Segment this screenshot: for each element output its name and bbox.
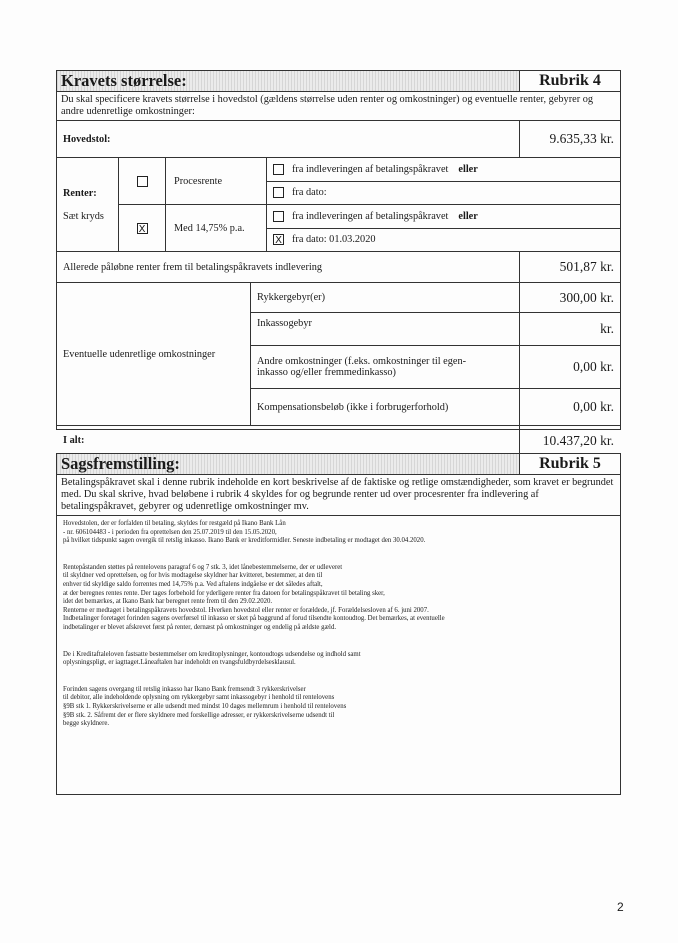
rubrik4-intro: Du skal specificere kravets størrelse i hovedstol (gældens størrelse uden renter og omkostninger) og eventuelle renter, gebyrer og andre udenretlige omkostninger: bbox=[57, 92, 620, 121]
saet-kryds-label: Sæt kryds bbox=[63, 211, 104, 222]
rubrik5-intro: Betalingspåkravet skal i denne rubrik indeholde en kort beskrivelse af de faktiske og retlige omstændigheder, som kravet er begrundet med. Du skal skrive, hvad beløbene i rubrik 4 skyldes for og begrunde renter ud over procesrenter fra indlevering af betalingspåkravet, gebyrer og udenretlige omkostninger mv. bbox=[57, 475, 620, 516]
opt1-checkbox[interactable] bbox=[273, 164, 284, 175]
med-rente-checkbox[interactable]: X bbox=[137, 223, 148, 234]
med-rente-label: Med 14,75% p.a. bbox=[174, 222, 245, 234]
opt3-eller: eller bbox=[458, 210, 478, 222]
allerede-label: Allerede påløbne renter frem til betalingspåkravets indlevering bbox=[57, 252, 520, 282]
hovedstol-row bbox=[57, 121, 620, 158]
komp-amount: 0,00 kr. bbox=[573, 399, 614, 414]
renter-checkbox-column bbox=[119, 158, 166, 251]
rubrik5-header bbox=[57, 454, 620, 475]
komp-row bbox=[251, 389, 620, 425]
ialt-amount: 10.437,20 kr. bbox=[542, 432, 614, 448]
rubrik4-title: Kravets størrelse: bbox=[57, 71, 520, 91]
andre-row bbox=[251, 346, 620, 389]
opt2-checkbox[interactable] bbox=[273, 187, 284, 198]
hovedstol-label: Hovedstol: bbox=[57, 121, 520, 157]
opt4-label: fra dato: 01.03.2020 bbox=[292, 234, 376, 246]
opt3-label: fra indleveringen af betalingspåkravet bbox=[292, 210, 449, 222]
komp-label: Kompensationsbeløb (ikke i forbrugerforhold) bbox=[251, 389, 520, 425]
inkasso-row bbox=[251, 313, 620, 346]
andre-amount: 0,00 kr. bbox=[573, 359, 614, 374]
renter-label: Renter: bbox=[63, 188, 97, 199]
udenretlige-items bbox=[251, 283, 620, 425]
renter-section bbox=[57, 158, 620, 252]
allerede-row bbox=[57, 252, 620, 283]
ialt-row bbox=[57, 426, 620, 455]
sag-paragraph-4: Forinden sagens overgang til retslig inkasso har Ikano Bank fremsendt 3 rykkerskrivelser til debitor, alle indeholdende oplysning om rykkergebyr samt inkassogebyr i henhold til rentelovens §9B stk 1. Rykkerskrivelserne er alle udsendt med mindst 10 dages mellemrum i henhold til rentelovens §9B stk. 2. Såfremt der er flere skyldnere med forskellige adresser, er rykkerskrivelserne udsendt til begge skyldnere. bbox=[63, 685, 347, 728]
procesrente-checkbox[interactable] bbox=[137, 176, 148, 187]
rykker-label: Rykkergebyr(er) bbox=[251, 283, 520, 312]
rubrik5-box bbox=[56, 453, 621, 795]
rubrik4-header bbox=[57, 71, 620, 92]
opt4-row bbox=[267, 229, 620, 252]
hovedstol-amount: 9.635,33 kr. bbox=[549, 131, 614, 146]
rykker-row bbox=[251, 283, 620, 313]
rykker-amount: 300,00 kr. bbox=[559, 289, 614, 305]
rubrik4-box bbox=[56, 70, 621, 448]
udenretlige-section bbox=[57, 283, 620, 426]
opt4-checkbox[interactable]: X bbox=[273, 234, 284, 245]
opt2-label: fra dato: bbox=[292, 187, 327, 199]
renter-type-column bbox=[166, 158, 267, 251]
eventuelle-label: Eventuelle udenretlige omkostninger bbox=[57, 283, 251, 425]
sag-paragraph-2: Rentepåstanden støttes på rentelovens paragraf 6 og 7 stk. 3, idet lånebestemmelserne, der er udleveret til skyldner ved oprettelsen, og for hvis modtagelse skyldner har kvitteret, bestemmer, at den til enhver tid skyldige saldo forrentes med 14,75% p.a. Ved aftalens indgåelse er det således aftalt, at der beregnes rentes rente. Der tages forbehold for yderligere renter fra datoen for betalingspåkravet til betaling sker, idet det bemærkes, at Ikano Bank har beregnet rente frem til den 29.02.2020. Renterne er medtaget i betalingspåkravets hovedstol. Hverken hovedstol eller renter er forældede, jf. Forældelsesloven af 6. juni 2007. Indbetalinger foretaget forinden sagens overførsel til inkasso er sket på baggrund af forud tilsendte kontoudtog. Det bemærkes, at eventuelle indbetalinger er blevet afskrevet først på renter, dernæst på omkostninger og endelig på ældste gæld. bbox=[63, 563, 445, 631]
opt3-checkbox[interactable] bbox=[273, 211, 284, 222]
opt1-eller: eller bbox=[458, 163, 478, 175]
renter-label-cell bbox=[57, 158, 119, 251]
opt2-row bbox=[267, 182, 620, 206]
sag-paragraph-1: Hovedstolen, der er forfalden til betaling, skyldes for restgæld på Ikano Bank Lån - nr. 606104483 - i perioden fra oprettelsen den 25.07.2019 til den 15.05.2020, på hvilket tidspunkt sagen overgik til retslig inkasso. Ikano Bank er kreditformidler. Seneste indbetaling er modtaget den 30.04.2020. bbox=[63, 520, 426, 545]
andre-label: Andre omkostninger (f.eks. omkostninger til egen-inkasso og/eller fremmedinkasso) bbox=[251, 346, 520, 388]
opt1-label: fra indleveringen af betalingspåkravet bbox=[292, 163, 449, 175]
allerede-amount: 501,87 kr. bbox=[559, 259, 614, 274]
procesrente-label: Procesrente bbox=[166, 158, 266, 205]
sagsfremstilling-text bbox=[57, 516, 620, 745]
rubrik5-title: Sagsfremstilling: bbox=[57, 454, 520, 474]
renter-options-column bbox=[267, 158, 620, 251]
ialt-label: I alt: bbox=[57, 426, 520, 455]
inkasso-label: Inkassogebyr bbox=[251, 313, 520, 345]
page-number: 2 bbox=[617, 900, 624, 914]
inkasso-amount: kr. bbox=[600, 321, 614, 336]
sag-paragraph-3: De i Kreditaftaleloven fastsatte bestemmelser om kreditoplysninger, kontoudtogs udsendelse og indhold samt oplysningspligt, er iagttaget.Låneaftalen har indeholdt en tvangsfuldbyrdelsesklausul. bbox=[63, 650, 361, 667]
rubrik5-number: Rubrik 5 bbox=[539, 455, 601, 472]
opt3-row bbox=[267, 205, 620, 229]
rubrik4-number: Rubrik 4 bbox=[539, 72, 601, 89]
opt1-row bbox=[267, 158, 620, 182]
